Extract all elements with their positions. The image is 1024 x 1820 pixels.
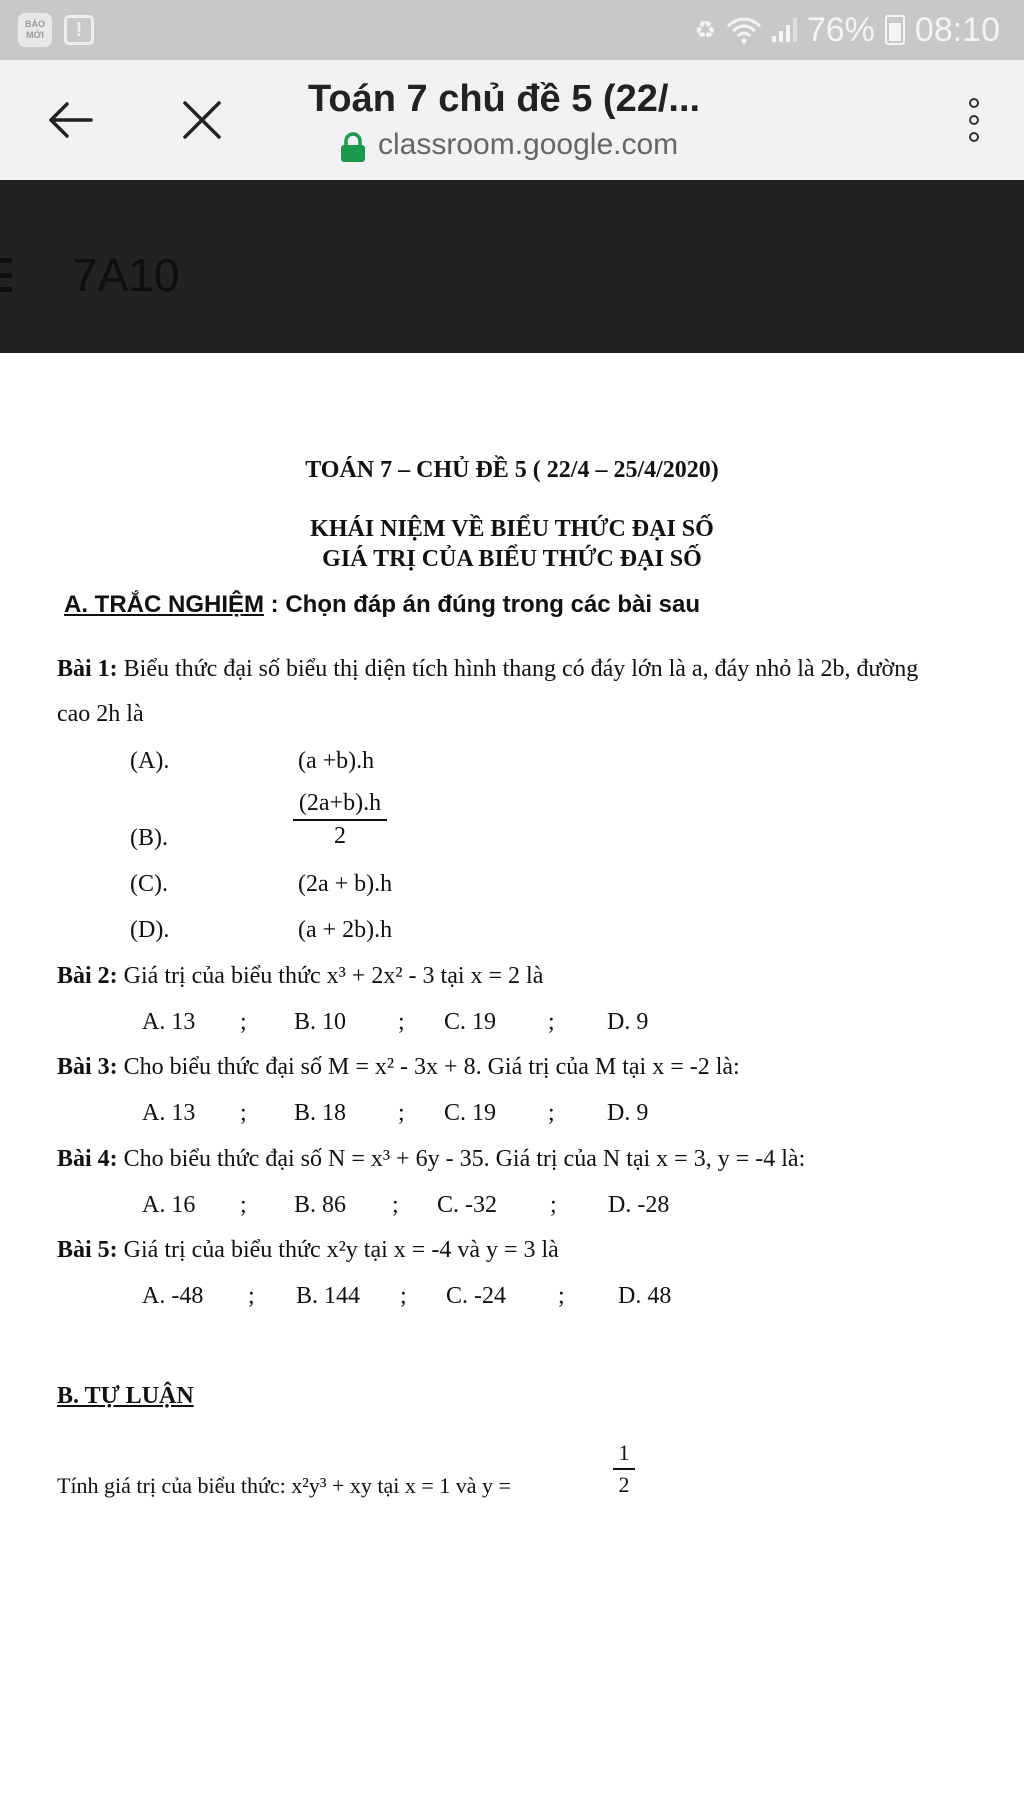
section-a-heading — [64, 591, 700, 619]
more-options-button[interactable] — [954, 90, 994, 150]
alert-notification-icon: ! — [64, 15, 94, 45]
bai2-answer-a: A. 13 — [142, 1009, 196, 1035]
bai1-option-c-value: (2a + b).h — [298, 871, 393, 897]
separator: ; — [248, 1283, 255, 1309]
battery-icon — [885, 15, 905, 45]
bai2-text: Giá trị của biểu thức x³ + 2x² - 3 tại x = 2 là — [117, 963, 544, 989]
bai4-answer-c: C. -32 — [437, 1192, 497, 1218]
bai4-answer-a: A. 16 — [142, 1192, 196, 1218]
bai5-answer-d: D. 48 — [618, 1283, 672, 1309]
status-indicators — [694, 8, 1000, 52]
bai1-option-a-value: (a +b).h — [298, 748, 375, 774]
back-arrow-icon — [47, 100, 93, 140]
signal-icon — [772, 18, 797, 42]
bai4-answer-b: B. 86 — [294, 1192, 347, 1218]
bai5-answer-b: B. 144 — [296, 1283, 361, 1309]
bai3-answer-d: D. 9 — [607, 1100, 649, 1126]
doc-subtitle-2: GIÁ TRỊ CỦA BIỂU THỨC ĐẠI SỐ — [322, 546, 702, 572]
bai1-option-c-letter: (C). — [130, 871, 168, 897]
bai3-answer-a: A. 13 — [142, 1100, 196, 1126]
bai3-text: Cho biểu thức đại số M = x² - 3x + 8. Giá trị của M tại x = -2 là: — [117, 1054, 740, 1080]
bai1-option-a-letter: (A). — [130, 748, 170, 774]
separator: ; — [398, 1100, 405, 1126]
class-name: 7A10 — [72, 249, 180, 301]
recycle-icon: ♻ — [694, 16, 716, 44]
more-vert-icon — [969, 98, 979, 142]
page-url[interactable]: classroom.google.com — [378, 128, 679, 161]
bai3-answer-c: C. 19 — [444, 1100, 497, 1126]
doc-subtitle-1: KHÁI NIỆM VỀ BIỂU THỨC ĐẠI SỐ — [310, 516, 714, 542]
bai5-answer-a: A. -48 — [142, 1283, 204, 1309]
lock-icon — [340, 132, 366, 162]
fraction-denominator: 2 — [618, 1472, 630, 1497]
separator: ; — [548, 1009, 555, 1035]
bai3-question — [57, 1054, 740, 1081]
fraction-denominator: 2 — [334, 823, 346, 849]
bai4-text: Cho biểu thức đại số N = x³ + 6y - 35. Giá trị của N tại x = 3, y = -4 là: — [117, 1146, 806, 1172]
bai1-option-d-value: (a + 2b).h — [298, 917, 393, 943]
bai1-label: Bài 1: — [57, 656, 118, 682]
bai2-answer-c: C. 19 — [444, 1009, 497, 1035]
fraction-numerator: (2a+b).h — [293, 790, 387, 821]
clock: 08:10 — [914, 10, 1000, 49]
section-b-question: Tính giá trị của biểu thức: x²y³ + xy tại x = 1 và y = — [57, 1473, 511, 1498]
bai5-text: Giá trị của biểu thức x²y tại x = -4 và y = 3 là — [117, 1237, 559, 1263]
section-a-instruction: : Chọn đáp án đúng trong các bài sau — [264, 591, 701, 618]
page-title: Toán 7 chủ đề 5 (22/... — [308, 78, 701, 120]
bai5-question — [57, 1237, 559, 1264]
bai2-answer-b: B. 10 — [294, 1009, 347, 1035]
class-header — [0, 180, 1024, 353]
separator: ; — [240, 1192, 247, 1218]
separator: ; — [398, 1009, 405, 1035]
section-b-heading: B. TỰ LUẬN — [57, 1383, 194, 1409]
bai1-option-d-letter: (D). — [130, 917, 170, 943]
separator: ; — [240, 1009, 247, 1035]
bai1-option-b-letter: (B). — [130, 825, 168, 851]
battery-percent: 76% — [806, 10, 875, 49]
bai4-answer-d: D. -28 — [608, 1192, 670, 1218]
bai5-answer-c: C. -24 — [446, 1283, 506, 1309]
wifi-icon — [726, 16, 762, 44]
bai3-answer-b: B. 18 — [294, 1100, 347, 1126]
close-tab-button[interactable] — [172, 90, 232, 150]
bai1-text-line2: cao 2h là — [57, 701, 144, 727]
bai3-label: Bài 3: — [57, 1054, 118, 1080]
separator: ; — [550, 1192, 557, 1218]
separator: ; — [558, 1283, 565, 1309]
separator: ; — [240, 1100, 247, 1126]
bai2-label: Bài 2: — [57, 963, 118, 989]
bai1-option-b-fraction — [293, 790, 387, 850]
bai2-answer-d: D. 9 — [607, 1009, 649, 1035]
hamburger-menu-icon[interactable] — [0, 258, 12, 292]
bai1-text-line1: Biểu thức đại số biểu thị diện tích hình thang có đáy lớn là a, đáy nhỏ là 2b, đường — [117, 656, 919, 682]
browser-toolbar — [0, 60, 1024, 180]
section-a-label: A. TRẮC NGHIỆM — [64, 591, 264, 618]
section-b-fraction — [613, 1440, 635, 1498]
bai1-question — [57, 656, 918, 683]
document-viewer — [0, 353, 1024, 1820]
separator: ; — [392, 1192, 399, 1218]
doc-title: TOÁN 7 – CHỦ ĐỀ 5 ( 22/4 – 25/4/2020) — [305, 457, 719, 483]
status-bar — [0, 0, 1024, 60]
close-icon — [182, 100, 222, 140]
bai4-label: Bài 4: — [57, 1146, 118, 1172]
separator: ; — [548, 1100, 555, 1126]
bao-moi-notification-icon: BÁO MỚI — [18, 13, 52, 47]
back-button[interactable] — [40, 90, 100, 150]
bai2-question — [57, 963, 543, 990]
bai5-label: Bài 5: — [57, 1237, 118, 1263]
fraction-numerator: 1 — [613, 1440, 635, 1470]
separator: ; — [400, 1283, 407, 1309]
bai4-question — [57, 1146, 805, 1173]
